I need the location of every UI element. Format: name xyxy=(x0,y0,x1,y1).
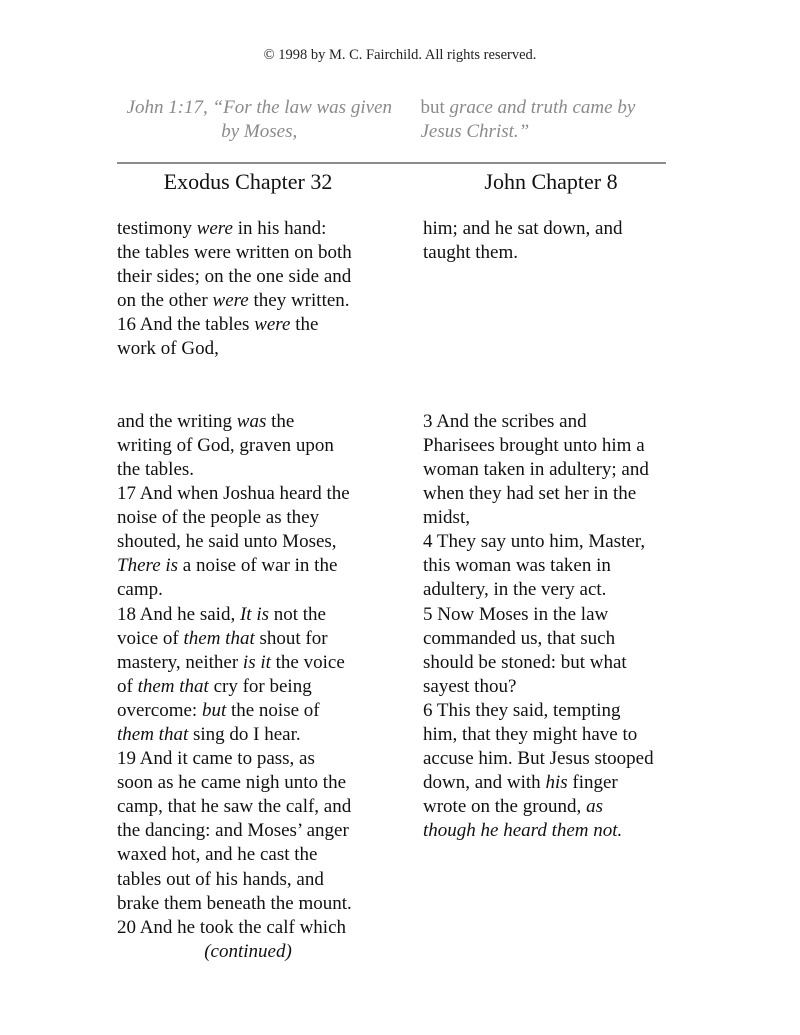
text-run: their sides; on the one side and xyxy=(117,266,352,288)
divider-rule xyxy=(117,162,666,164)
text-run: overcome: xyxy=(117,699,202,721)
italic-run: was xyxy=(236,410,267,432)
italic-run: them that xyxy=(137,675,209,697)
text-line xyxy=(117,747,402,771)
italic-run: were xyxy=(212,290,249,312)
text-line xyxy=(423,603,693,627)
text-run: voice of xyxy=(117,627,184,649)
text-line xyxy=(423,578,693,602)
left-column-heading: Exodus Chapter 32 xyxy=(163,169,333,194)
text-run: wrote on the ground, xyxy=(423,796,587,818)
text-line xyxy=(423,337,693,361)
text-line xyxy=(117,530,402,554)
quote-left-line: by Moses, xyxy=(221,121,298,142)
text-line xyxy=(423,410,693,434)
text-line xyxy=(423,265,693,289)
text-line xyxy=(423,289,693,313)
text-run: waxed hot, and he cast the xyxy=(117,844,318,866)
text-line xyxy=(423,651,693,675)
text-run: 19 And it came to pass, as xyxy=(117,748,315,770)
text-run: shout for xyxy=(254,627,328,649)
text-line xyxy=(117,241,402,265)
text-line xyxy=(117,217,402,241)
text-line xyxy=(423,554,693,578)
text-line xyxy=(423,819,693,843)
left-column-text xyxy=(117,217,402,964)
text-line xyxy=(117,699,402,723)
text-run: the xyxy=(290,314,319,336)
text-line xyxy=(117,843,402,867)
text-line xyxy=(117,337,402,361)
text-run: 6 This they said, tempting xyxy=(423,699,621,721)
text-line xyxy=(117,289,402,313)
text-run: midst, xyxy=(423,507,470,529)
text-run: when they had set her in the xyxy=(423,483,637,505)
text-line xyxy=(117,482,402,506)
text-run: should be stoned: but what xyxy=(423,651,627,673)
right-column-text xyxy=(423,217,693,843)
text-run: noise of the people as they xyxy=(117,507,320,529)
text-run: and the writing xyxy=(117,410,237,432)
text-line xyxy=(117,795,402,819)
italic-run: is it xyxy=(242,651,271,673)
italic-run: but xyxy=(201,699,227,721)
text-line xyxy=(423,723,693,747)
text-run: on the other xyxy=(117,290,213,312)
text-line xyxy=(423,434,693,458)
quote-right-italic: Jesus Christ.” xyxy=(420,121,530,142)
text-line xyxy=(423,217,693,241)
text-run: in his hand: xyxy=(232,218,327,239)
text-run: 20 And he took the calf which xyxy=(117,916,347,938)
right-block-2 xyxy=(423,410,693,844)
text-line xyxy=(423,530,693,554)
text-line xyxy=(423,699,693,723)
text-line xyxy=(117,916,402,940)
text-line xyxy=(117,627,402,651)
italic-run: them that xyxy=(117,723,189,745)
text-line xyxy=(423,482,693,506)
text-line xyxy=(117,434,402,458)
continued-label: (continued) xyxy=(204,940,292,962)
text-run: they written. xyxy=(248,290,350,312)
text-line xyxy=(423,458,693,482)
text-run: down, and with xyxy=(423,772,546,794)
italic-run: There is xyxy=(117,555,179,577)
quote-left xyxy=(116,96,402,144)
italic-run: them that xyxy=(183,627,255,649)
text-run: 17 And when Joshua heard the xyxy=(117,483,350,505)
text-line xyxy=(423,313,693,337)
text-line xyxy=(423,747,693,771)
text-run: 18 And he said, xyxy=(117,603,240,625)
text-run: sayest thou? xyxy=(423,675,517,697)
text-run: the voice xyxy=(270,651,345,673)
text-run: cry for being xyxy=(208,675,312,697)
text-run: woman taken in adultery; and xyxy=(423,458,649,480)
text-run: the tables were written on both xyxy=(117,242,352,264)
right-column-heading: John Chapter 8 xyxy=(484,169,618,194)
text-line xyxy=(117,892,402,916)
italic-run: though he heard them not. xyxy=(423,820,623,842)
text-run: him, that they might have to xyxy=(423,723,638,745)
text-run: this woman was taken in xyxy=(423,555,611,577)
text-line xyxy=(117,651,402,675)
text-run: commanded us, that such xyxy=(423,627,616,649)
text-run: 3 And the scribes and xyxy=(423,410,587,432)
text-run: Pharisees brought unto him a xyxy=(423,434,645,456)
text-line xyxy=(423,771,693,795)
text-run: brake them beneath the mount. xyxy=(117,892,352,914)
text-run: soon as he came nigh unto the xyxy=(117,772,347,794)
text-line xyxy=(117,675,402,699)
italic-run: were xyxy=(254,314,291,336)
text-line xyxy=(117,554,402,578)
quote-right-plain: but xyxy=(420,97,450,118)
text-line xyxy=(423,795,693,819)
text-line xyxy=(423,675,693,699)
text-line xyxy=(117,771,402,795)
italic-run: as xyxy=(586,796,603,818)
text-run: shouted, he said unto Moses, xyxy=(117,531,337,553)
text-run: adultery, in the very act. xyxy=(423,579,607,601)
text-line xyxy=(423,241,693,265)
text-run: not the xyxy=(269,603,326,625)
text-run: of xyxy=(117,675,138,697)
text-run: camp. xyxy=(117,579,163,601)
copyright-notice: © 1998 by M. C. Fairchild. All rights reserved. xyxy=(263,47,537,63)
left-block-2 xyxy=(117,410,402,940)
text-run: 4 They say unto him, Master, xyxy=(423,531,646,553)
text-line xyxy=(117,313,402,337)
text-line xyxy=(423,627,693,651)
text-run: the tables. xyxy=(117,458,195,480)
text-line xyxy=(117,578,402,602)
text-run: testimony xyxy=(117,218,197,239)
epigraph-quote xyxy=(116,96,676,144)
quote-left-line: John 1:17, “For the law was given xyxy=(126,97,392,118)
text-run: work of God, xyxy=(117,338,219,360)
left-block-1 xyxy=(117,217,402,362)
text-line xyxy=(423,506,693,530)
text-line xyxy=(117,265,402,289)
text-line xyxy=(117,603,402,627)
text-run: finger xyxy=(567,772,618,794)
text-line xyxy=(117,410,402,434)
text-run: camp, that he saw the calf, and xyxy=(117,796,352,818)
italic-run: were xyxy=(196,218,233,239)
text-run: mastery, neither xyxy=(117,651,243,673)
text-run: taught them. xyxy=(423,242,518,264)
text-line xyxy=(117,868,402,892)
text-run: the noise of xyxy=(226,699,320,721)
block-gap xyxy=(117,362,402,410)
text-run: him; and he sat down, and xyxy=(423,218,623,239)
text-run: accuse him. But Jesus stooped xyxy=(423,748,654,770)
italic-run: It is xyxy=(239,603,269,625)
text-run: 16 And the tables xyxy=(117,314,255,336)
text-line xyxy=(117,506,402,530)
text-run: a noise of war in the xyxy=(178,555,338,577)
text-line xyxy=(117,819,402,843)
text-line xyxy=(117,723,402,747)
italic-run: his xyxy=(545,772,568,794)
text-line xyxy=(117,458,402,482)
right-block-1 xyxy=(423,217,693,362)
text-run: tables out of his hands, and xyxy=(117,868,324,890)
text-run: writing of God, graven upon xyxy=(117,434,334,456)
quote-right-italic: grace and truth came by xyxy=(449,97,636,118)
quote-right xyxy=(402,96,676,144)
text-run: the dancing: and Moses’ anger xyxy=(117,820,349,842)
text-run: 5 Now Moses in the law xyxy=(423,603,609,625)
text-run: the xyxy=(266,410,295,432)
block-gap xyxy=(423,362,693,410)
text-run: sing do I hear. xyxy=(188,723,301,745)
